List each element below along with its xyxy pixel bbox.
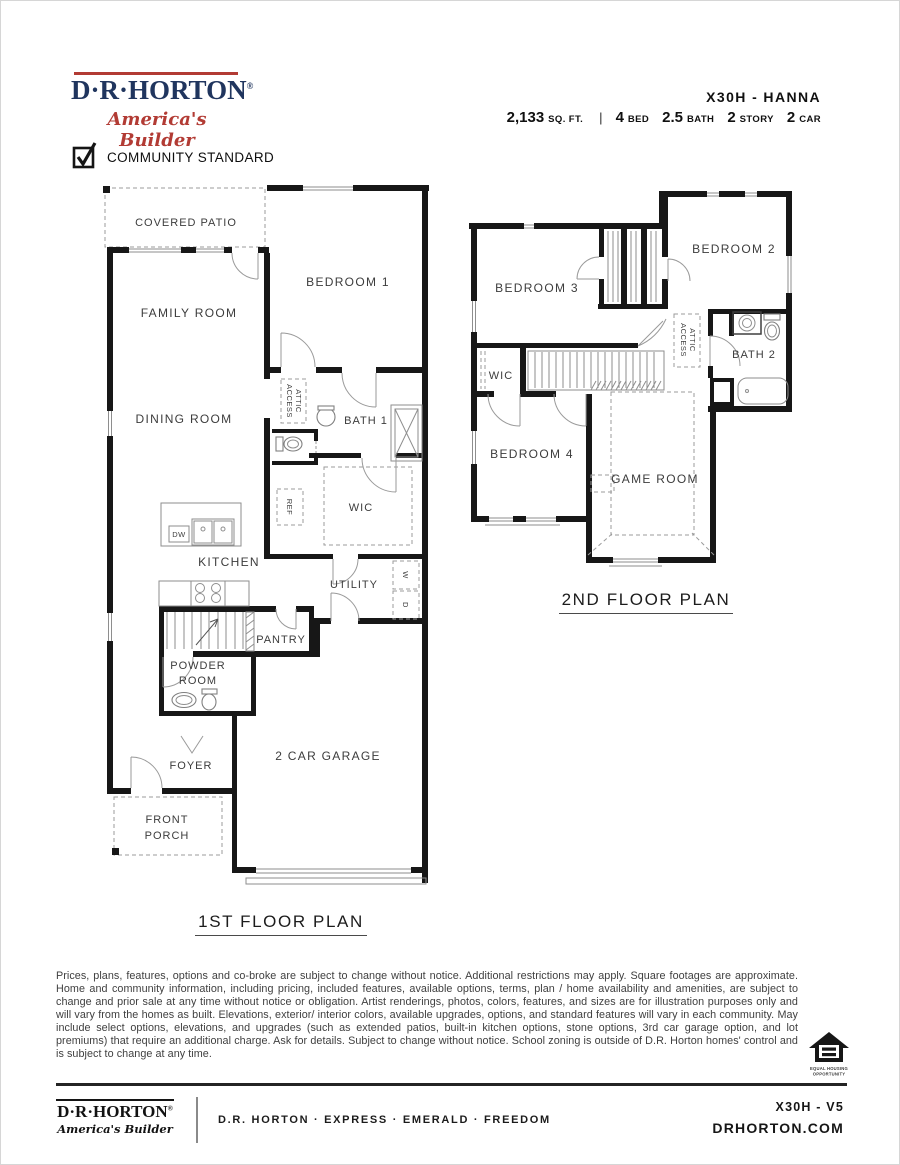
eho-text-line2: OPPORTUNITY (812, 1071, 846, 1077)
label-covered-patio: COVERED PATIO (135, 217, 237, 229)
floor1-walls (107, 185, 429, 883)
footer-divider (196, 1097, 198, 1143)
label-front1: FRONT (145, 814, 189, 826)
label-attic2b: ACCESS (679, 323, 688, 357)
logo-wordmark: D·R·HORTON (71, 75, 247, 105)
second-floor-caption: 2ND FLOOR PLAN (536, 590, 756, 614)
kitchen-range-counter (159, 581, 249, 606)
eho-text-line1: EQUAL HOUSING (810, 1066, 848, 1071)
label-washer: W (401, 571, 410, 579)
label-powder2: ROOM (178, 675, 218, 687)
label-game-room: GAME ROOM (611, 472, 699, 486)
spec-bed: 4 BED (615, 109, 650, 126)
second-floor-plan (461, 179, 801, 599)
label-ref: REF (285, 498, 294, 516)
floor1-windows (109, 187, 412, 873)
pantry-hatch-wall (246, 612, 254, 651)
powder-fixtures (172, 689, 217, 710)
community-standard-row (72, 142, 274, 168)
footer-right (712, 1100, 844, 1136)
first-floor-caption: 1ST FLOOR PLAN (141, 912, 421, 936)
footer-website: DRHORTON.COM (712, 1120, 844, 1136)
label-attic2a: ATTIC (688, 328, 697, 352)
footer-plan-code: X30H - V5 (775, 1100, 844, 1114)
label-dining-room: DINING ROOM (135, 412, 233, 426)
checkbox-check-icon (72, 142, 98, 168)
kitchen-island (161, 503, 241, 546)
footer-rule (56, 1083, 847, 1086)
logo-tagline: America's Builder (107, 109, 207, 151)
floor1-doors (131, 253, 396, 788)
footer-divisions: D.R. HORTON · EXPRESS · EMERALD · FREEDOM (218, 1114, 551, 1126)
plan-specs (507, 109, 821, 126)
registered-mark: ® (246, 81, 254, 91)
label-kitchen: KITCHEN (198, 555, 260, 569)
label-bath1: BATH 1 (344, 415, 388, 427)
equal-housing-icon (807, 1030, 851, 1078)
label-garage: 2 CAR GARAGE (275, 749, 381, 763)
label-bedroom3: BEDROOM 3 (495, 281, 579, 295)
garage-door-recess (246, 878, 426, 884)
plan-title: X30H - HANNA (706, 89, 821, 105)
label-attic1b: ACCESS (285, 384, 294, 418)
legal-disclaimer: Prices, plans, features, options and co-broke are subject to change without notice. Additional restrictions may apply. Square footages are approximate. Home and community information, including pricing, included features, available options, terms, plan / home availability and amenities, are subject to change and prior sale at any time without notice or obligation. Artist renderings, photos, colors, features, and sizes are for illustration purposes only and will vary from the homes as built. Elevations, exterior/ interior colors, available upgrades, options, and standard features will vary in each community. May include select options, elevations, and upgrades (such as extended patios, built-in kitchen options, stone options, 3rd car garage option, and lot premiums) that require an additional charge. Ask for details. Subject to change without notice. School zoning is outside of D.R. Horton homes' control and is subject to change at any time. (56, 970, 798, 1060)
floor1-stairs (167, 612, 243, 649)
sqft-unit: SQ. FT. (548, 114, 584, 125)
label-bedroom2: BEDROOM 2 (692, 242, 776, 256)
label-dryer: D (401, 602, 410, 608)
specs-separator: | (599, 110, 603, 125)
label-front2: PORCH (144, 830, 190, 842)
label-bath2: BATH 2 (732, 349, 776, 361)
footer-logo-tagline: America's Builder (57, 1122, 173, 1136)
spec-car: 2 CAR (786, 109, 821, 126)
label-powder1: POWDER (170, 660, 226, 672)
label-family-room: FAMILY ROOM (140, 306, 238, 320)
first-floor-plan (96, 177, 441, 897)
community-standard-label: COMMUNITY STANDARD (107, 150, 275, 165)
floor1-room-labels (135, 217, 410, 842)
drhorton-logo (71, 75, 254, 106)
label-pantry: PANTRY (256, 634, 306, 646)
label-wic1: WIC (348, 502, 374, 514)
floor2-room-labels (489, 242, 776, 486)
label-bedroom1: BEDROOM 1 (306, 275, 390, 289)
label-dw: DW (172, 530, 186, 539)
footer-logo: D·R·HORTON® America's Builder (56, 1099, 174, 1136)
label-bedroom4: BEDROOM 4 (490, 447, 574, 461)
label-wic2: WIC (488, 370, 514, 382)
label-attic1a: ATTIC (294, 389, 303, 413)
label-foyer: FOYER (169, 760, 213, 772)
spec-bath: 2.5 BATH (662, 109, 715, 126)
sqft-value: 2,133 (506, 109, 545, 126)
label-utility: UTILITY (330, 579, 378, 591)
spec-story: 2 STORY (727, 109, 774, 126)
